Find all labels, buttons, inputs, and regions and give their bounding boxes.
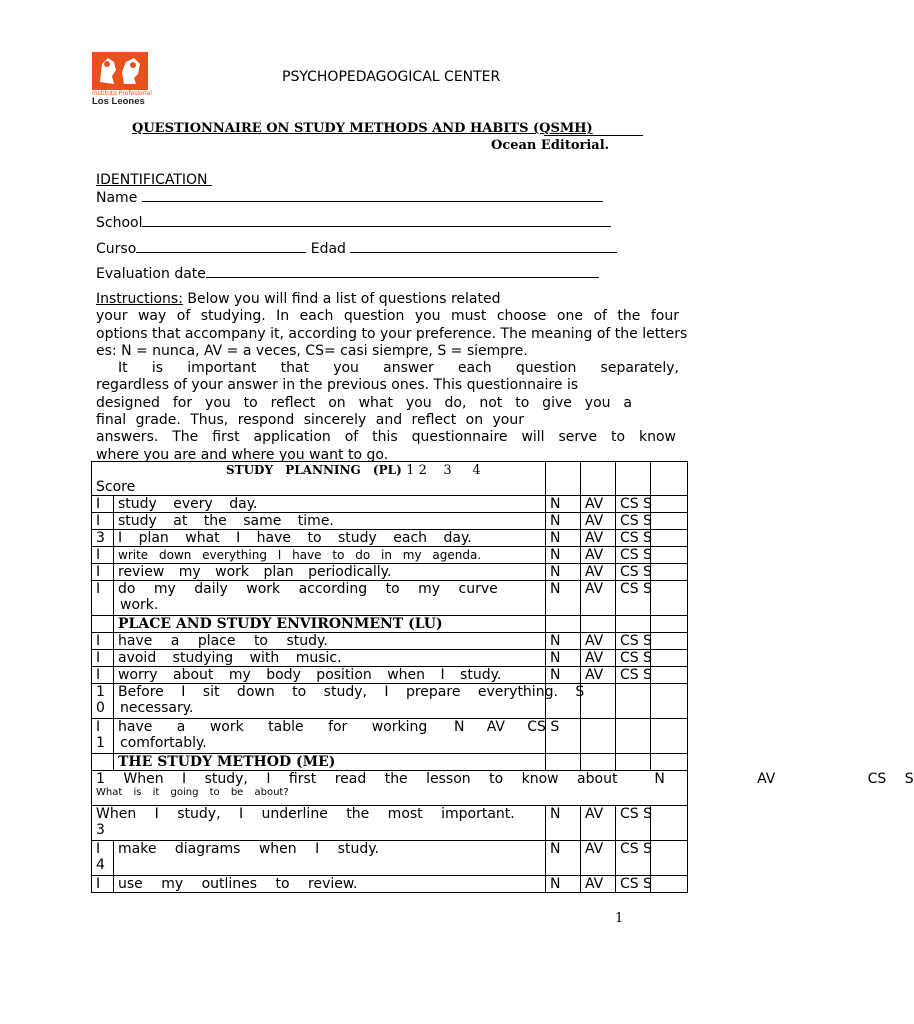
- logo-subtitle: Instituto Profesional: [92, 90, 152, 97]
- question-text: [114, 581, 546, 616]
- score-scale: 1 2 3 4: [406, 463, 481, 478]
- lion-emblem: [92, 52, 148, 90]
- table-row[interactable]: [92, 876, 688, 893]
- question-text: 1 When I study, I first read the lesson to know about N AV CS S What is it going to be about?: [92, 771, 688, 806]
- instructions-line: answers. The first application of this questionnaire will serve to know: [96, 429, 676, 446]
- question-text: review my work plan periodically.: [114, 564, 546, 581]
- option-cs-s[interactable]: CS S: [616, 633, 651, 650]
- question-line: necessary.: [120, 700, 194, 716]
- row-number: I: [92, 547, 114, 564]
- option-cs-s[interactable]: CS S: [616, 841, 651, 876]
- row-number: I: [92, 633, 114, 650]
- option-av[interactable]: AV: [581, 530, 616, 547]
- option-n[interactable]: N: [546, 547, 581, 564]
- option-av[interactable]: AV: [581, 650, 616, 667]
- question-text: have a place to study.: [114, 633, 546, 650]
- option-cs-s[interactable]: CS S: [616, 806, 651, 841]
- instructions: [96, 291, 688, 464]
- inline-options[interactable]: N AV CS S: [654, 771, 914, 787]
- page-number: 1: [615, 911, 624, 926]
- question-text: write down everything I have to do in my agenda.: [114, 547, 546, 564]
- logo-brand: Los Leones: [92, 96, 145, 107]
- section-row: [92, 616, 688, 633]
- option-cs-s[interactable]: CS S: [616, 650, 651, 667]
- instructions-line: es: N = nunca, AV = a veces, CS= casi siempre, S = siempre.: [96, 342, 528, 359]
- question-text: study at the same time.: [114, 513, 546, 530]
- section-title: THE STUDY METHOD (ME): [114, 754, 546, 771]
- question-line: have a work table for working: [118, 719, 428, 735]
- option-n[interactable]: N: [546, 667, 581, 684]
- edad-label: Edad: [310, 241, 346, 257]
- questionnaire-title: QUESTIONNAIRE ON STUDY METHODS AND HABITS (QSMH): [132, 121, 593, 136]
- edad-line[interactable]: [350, 240, 617, 253]
- date-label: Evaluation date: [96, 266, 206, 282]
- question-line: When I study, I first read the lesson to know about: [123, 771, 618, 787]
- option-n[interactable]: N: [546, 496, 581, 513]
- option-cs-s[interactable]: CS S: [616, 581, 651, 616]
- center-heading: PSYCHOPEDAGOGICAL CENTER: [282, 69, 501, 85]
- question-text: worry about my body position when I study.: [114, 667, 546, 684]
- curso-edad-field[interactable]: [96, 240, 617, 257]
- row-number: I: [92, 564, 114, 581]
- option-av[interactable]: AV: [581, 496, 616, 513]
- school-line[interactable]: [142, 214, 611, 227]
- institution-logo: [92, 52, 152, 107]
- school-label: School: [96, 215, 143, 231]
- option-n[interactable]: N: [546, 806, 581, 841]
- question-text: I plan what I have to study each day.: [114, 530, 546, 547]
- option-av[interactable]: AV: [581, 581, 616, 616]
- identification-heading: IDENTIFICATION: [96, 172, 208, 188]
- option-av[interactable]: AV: [581, 564, 616, 581]
- section-title: PLACE AND STUDY ENVIRONMENT (LU): [114, 616, 546, 633]
- row-number: I: [92, 667, 114, 684]
- question-text: avoid studying with music.: [114, 650, 546, 667]
- option-av[interactable]: AV: [581, 667, 616, 684]
- section-row: [92, 754, 688, 771]
- row-number: 3: [96, 822, 105, 838]
- question-text: When I study, I underline the most important. 3: [92, 806, 546, 841]
- table-row[interactable]: [92, 841, 688, 876]
- option-cs-s[interactable]: CS S: [616, 564, 651, 581]
- score-label: Score: [96, 479, 136, 495]
- option-cs-s[interactable]: CS S: [616, 667, 651, 684]
- question-line: work.: [120, 597, 159, 613]
- option-cs-s[interactable]: CS S: [616, 530, 651, 547]
- option-av[interactable]: AV: [581, 876, 616, 893]
- name-line[interactable]: [142, 189, 603, 202]
- inline-options[interactable]: N AV CS S: [454, 719, 560, 735]
- table-row[interactable]: [92, 650, 688, 667]
- table-row[interactable]: [92, 581, 688, 616]
- option-av[interactable]: AV: [581, 806, 616, 841]
- question-text: [114, 719, 560, 754]
- option-av[interactable]: AV: [581, 633, 616, 650]
- table-row[interactable]: [92, 633, 688, 650]
- curso-label: Curso: [96, 241, 137, 257]
- name-field[interactable]: [96, 189, 603, 206]
- question-text: make diagrams when I study.: [114, 841, 546, 876]
- row-number: I: [92, 581, 114, 616]
- row-number: I 1: [92, 719, 114, 754]
- question-line: do my daily work according to my curve: [118, 581, 498, 597]
- table-row[interactable]: [92, 496, 688, 513]
- question-line: I study, I underline the most important.: [154, 806, 515, 822]
- table-row[interactable]: [92, 719, 688, 754]
- table-row[interactable]: [92, 684, 688, 719]
- date-line[interactable]: [206, 265, 599, 278]
- lion-icon: [92, 52, 148, 90]
- row-number: I: [92, 496, 114, 513]
- table-row[interactable]: [92, 513, 688, 530]
- option-av[interactable]: AV: [581, 547, 616, 564]
- instructions-line: your way of studying. In each question you must choose one of the four: [96, 308, 679, 325]
- question-note: What is it going to be about?: [96, 787, 289, 798]
- table-row[interactable]: [92, 530, 688, 547]
- table-row[interactable]: [92, 806, 688, 841]
- option-n[interactable]: N: [546, 530, 581, 547]
- date-field[interactable]: [96, 265, 599, 282]
- instructions-line: It is important that you answer each question separately,: [118, 360, 679, 377]
- question-text: study every day.: [114, 496, 546, 513]
- option-n[interactable]: N: [546, 650, 581, 667]
- option-n[interactable]: N: [546, 564, 581, 581]
- section-title: STUDY PLANNING (PL): [226, 463, 402, 477]
- instructions-line: final grade. Thus, respond sincerely and reflect on your: [96, 412, 524, 429]
- instructions-line: where you are and where you want to go.: [96, 446, 389, 463]
- planning-header: [92, 462, 546, 496]
- instructions-label: Instructions:: [96, 291, 183, 307]
- title-underline: [544, 135, 643, 136]
- curso-line[interactable]: [136, 240, 306, 253]
- option-cs-s[interactable]: CS S: [616, 513, 651, 530]
- option-cs-s[interactable]: CS S: [616, 547, 651, 564]
- publisher: Ocean Editorial.: [491, 138, 610, 153]
- option-cs-s[interactable]: CS S: [616, 496, 651, 513]
- row-number: 3: [92, 530, 114, 547]
- row-number: I: [92, 650, 114, 667]
- instructions-line: Below you will find a list of questions related: [182, 291, 501, 307]
- questionnaire-table: [91, 461, 914, 893]
- question-text: [114, 684, 585, 719]
- option-n[interactable]: N: [546, 513, 581, 530]
- table-row[interactable]: [92, 547, 688, 564]
- option-n[interactable]: N: [546, 581, 581, 616]
- option-av[interactable]: AV: [581, 841, 616, 876]
- option-cs-s[interactable]: CS S: [616, 876, 651, 893]
- question-text: use my outlines to review.: [114, 876, 546, 893]
- table-row[interactable]: [92, 667, 688, 684]
- instructions-line: options that accompany it, according to your preference. The meaning of the letters: [96, 325, 688, 342]
- option-n[interactable]: N: [546, 876, 581, 893]
- instructions-line: designed for you to reflect on what you do, not to give you a: [96, 394, 632, 411]
- school-field[interactable]: [96, 214, 611, 231]
- row-number: I: [92, 513, 114, 530]
- table-header-row: [92, 462, 688, 496]
- option-n[interactable]: N: [546, 841, 581, 876]
- row-number: I: [92, 876, 114, 893]
- option-s[interactable]: S: [575, 684, 585, 700]
- question-line: comfortably.: [120, 735, 207, 751]
- table-row[interactable]: [92, 771, 688, 806]
- option-av[interactable]: AV: [581, 513, 616, 530]
- row-number: I 4: [92, 841, 114, 876]
- option-n[interactable]: N: [546, 633, 581, 650]
- instructions-line: regardless of your answer in the previous ones. This questionnaire is: [96, 377, 579, 394]
- name-label: Name: [96, 190, 138, 206]
- table-row[interactable]: [92, 564, 688, 581]
- question-line: Before I sit down to study, I prepare everything.: [118, 684, 558, 700]
- row-number: 1 0: [92, 684, 114, 719]
